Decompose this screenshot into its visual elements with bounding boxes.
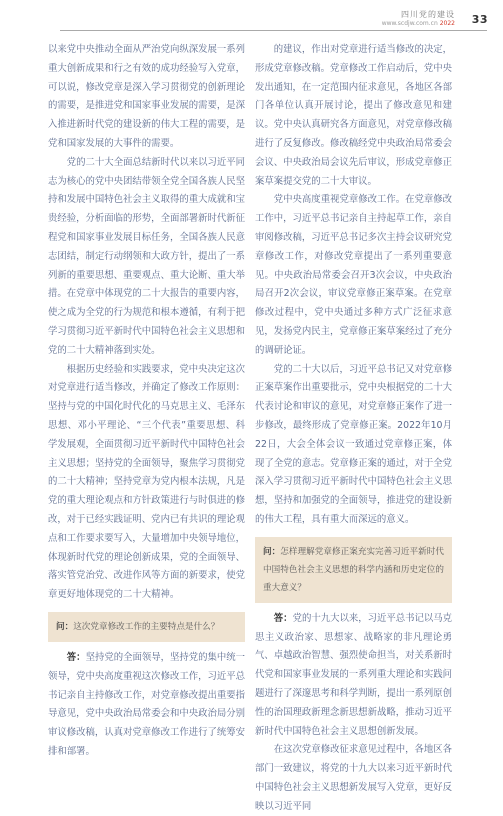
header-brand (382, 10, 455, 28)
left-column (48, 41, 245, 762)
question-label: 问： (263, 546, 281, 557)
answer-paragraph (48, 649, 245, 762)
left-paragraph-3: 根据历史经验和实践要求，党中央决定这次对党章进行适当修改，并确定了修改工作原则：坚持与党的中国化时代化的马克思主义、毛泽东思想、邓小平理论、“三个代表”重要思想、科学发展观，全面贯彻习近平新时代中国特色社会主义思想；坚持党的全面领导，聚焦学习贯彻党的二十大精神；坚持党章为党内根本法规，凡是党的重大理论观点和方针政策进行与时俱进的修改，对于已经实践证明、党内已有共识的理论观点和工作要求要写入，大量增加中央领导地位，体现新时代党的理论创新成果，党的全面领导、落实管党治党、改进作风等方面的新要求，使党章更好地体现党的二十大精神。 (48, 363, 245, 601)
right-column (255, 41, 452, 816)
question-box (48, 612, 245, 642)
url-year: 2022 (439, 20, 455, 27)
left-paragraph-2: 党的二十大全面总结新时代以来以习近平同志为核心的党中央团结带领全党全国各族人民坚持和发展中国特色社会主义取得的重大成就和宝贵经验，分析面临的形势，全面部署新时代新征程党和国家事业发展目标任务，全国各族人民意志团结，制定行动纲领和大政方针，提出了一系列新的重要思想、重要观点、重大论断、重大举措。在党章中体现党的二十大报告的重要内容，使之成为全党的行为规范和根本遵循，有利于把学习贯彻习近平新时代中国特色社会主义思想和党的二十大精神落到实处。 (48, 156, 245, 356)
answer-text: 党的十九大以来，习近平总书记以马克思主义政治家、思想家、战略家的非凡理论勇气、卓越政治智慧、强烈使命担当，对关系新时代党和国家事业发展的一系列重大理论和实践问题进行了深邃思考和科学判断，提出一系列原创性的治国理政新理念新思想新战略，推动习近平新时代中国特色社会主义思想创新发展。 (255, 612, 452, 737)
question-box (255, 537, 452, 603)
answer-label: 答： (66, 651, 86, 663)
header-divider (60, 30, 487, 31)
question-text: 怎样理解党章修正案充实完善习近平新时代中国特色社会主义思想的科学内涵和历史定位的重大意义？ (263, 546, 444, 593)
magazine-url (382, 20, 455, 28)
right-paragraph-4: 在这次党章修改征求意见过程中，各地区各部门一致建议，将党的十九大以来习近平新时代中国特色社会主义思想新发展写入党章，更好反映以习近平同 (255, 744, 452, 812)
answer-paragraph (255, 610, 452, 742)
question-text: 这次党章修改工作的主要特点是什么？ (73, 621, 220, 632)
answer-text: 坚持党的全面领导，坚持党的集中统一领导，党中央高度重视这次修改工作，习近平总书记亲自主持修改工作，对党章修改提出重要指导意见，党中央政治局常委会和中央政治局分别审议修改稿，认真对党章修改工作进行了统筹安排和部署。 (48, 651, 245, 757)
answer-label: 答： (273, 612, 293, 624)
magazine-title: 四川党的建设 (401, 10, 455, 19)
right-paragraph-1: 的建议，作出对党章进行适当修改的决定，形成党章修改稿。党章修改工作启动后，党中央发出通知，在一定范围内征求意见，各地区各部门各单位认真开展讨论，提出了修改意见和建议。党中央认真研究各方面意见，对党章修改稿进行了反复修改。修改稿经党中央政治局常委会会议、中央政治局会议先后审议，形成党章修正案草案提交党的二十大审议。 (255, 44, 452, 187)
left-paragraph-1: 以来党中央推动全面从严治党向纵深发展一系列重大创新成果和行之有效的成功经验写入党章，可以说，修改党章是深入学习贯彻党的创新理论的需要，是推进党和国家事业发展的需要，是深入推进新时代党的建设新的伟大工程的需要，是党和国家发展的大事件的需要。 (48, 44, 245, 149)
url-prefix: www.scdjw.com.cn (381, 20, 438, 27)
question-label: 问： (56, 621, 74, 632)
right-paragraph-2: 党中央高度重视党章修改工作。在党章修改工作中，习近平总书记亲自主持起草工作，亲自审阅修改稿，习近平总书记多次主持会议研究党章修改工作，对修改党章提出了一系列重要意见。中央政治局常委会召开3次会议，中央政治局召开2次会议，审议党章修正案草案。在党章修改过程中，党中央通过多种方式广泛征求意见，发扬党内民主，党章修正案草案经过了充分的调研论证。 (255, 194, 452, 356)
page-number: 33 (471, 13, 488, 26)
right-paragraph-3: 党的二十大以后，习近平总书记又对党章修正案草案作出重要批示，党中央根据党的二十大代表讨论和审议的意见，对党章修正案作了进一步修改，最终形成了党章修正案。2022年10月22日，大会全体会议一致通过党章修正案，体现了全党的意志。党章修正案的通过，对于全党深入学习贯彻习近平新时代中国特色社会主义思想，坚持和加强党的全面领导，推进党的建设新的伟大工程，具有重大而深远的意义。 (255, 363, 452, 525)
